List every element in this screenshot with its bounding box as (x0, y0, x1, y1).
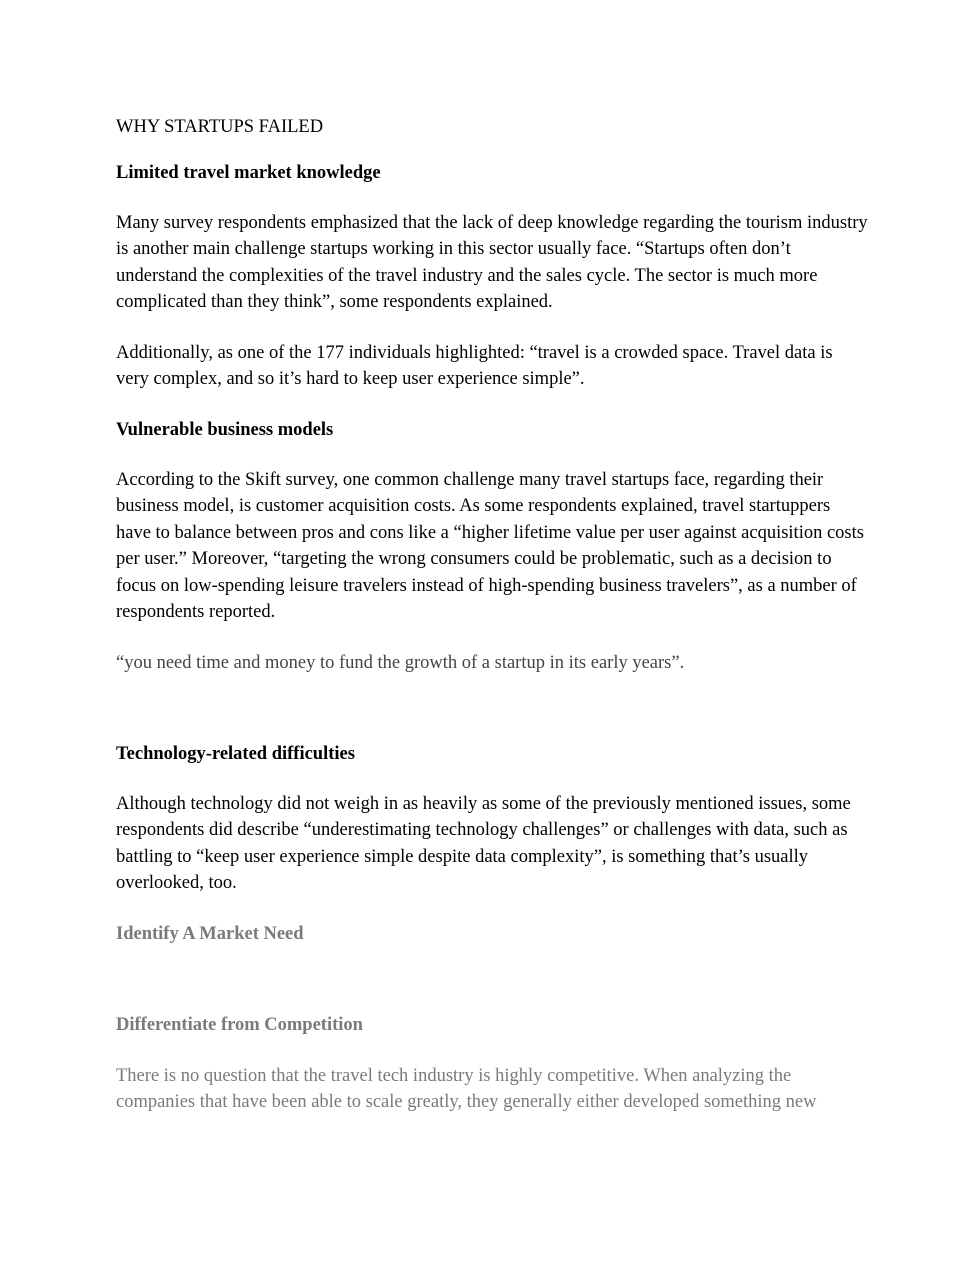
paragraph-market-knowledge-1: Many survey respondents emphasized that the lack of deep knowledge regarding the tourism industry is another main challenge startups working in this sector usually face. “Startups often don’t understand the complexities of the travel industry and the sales cycle. The sector is much more complicated than they think”, some respondents explained. (116, 213, 868, 313)
paragraph-market-knowledge-2: Additionally, as one of the 177 individuals highlighted: “travel is a crowded space. Travel data is very complex, and so it’s hard to keep user experience simple”. (116, 343, 833, 390)
paragraph-business-models-quote: “you need time and money to fund the growth of a startup in its early years”. (116, 653, 685, 673)
heading-limited-travel-market-knowledge: Limited travel market knowledge (116, 163, 381, 183)
paragraph-business-models-1: According to the Skift survey, one common challenge many travel startups face, regarding their business model, is customer acquisition costs. As some respondents explained, travel startuppers have to balance between pros and cons like a “higher lifetime value per user against acquisition costs per user.” Moreover, “targeting the wrong consumers could be problematic, such as a decision to focus on low-spending leisure travelers instead of high-spending business travelers”, as a number of respondents reported. (116, 470, 864, 623)
heading-identify-market-need: Identify A Market Need (116, 924, 304, 944)
paragraph-competition-1: There is no question that the travel tech industry is highly competitive. When analyzing the companies that have been able to scale greatly, they generally either developed something new (116, 1066, 817, 1113)
heading-differentiate-from-competition: Differentiate from Competition (116, 1015, 363, 1035)
paragraph-technology-1: Although technology did not weigh in as heavily as some of the previously mentioned issues, some respondents did describe “underestimating technology challenges” or challenges with data, such as battling to “keep user experience simple despite data complexity”, is something that’s usually overlooked, too. (116, 794, 851, 894)
section-title: WHY STARTUPS FAILED (116, 117, 324, 137)
heading-vulnerable-business-models: Vulnerable business models (116, 420, 334, 440)
heading-technology-related-difficulties: Technology-related difficulties (116, 744, 355, 764)
